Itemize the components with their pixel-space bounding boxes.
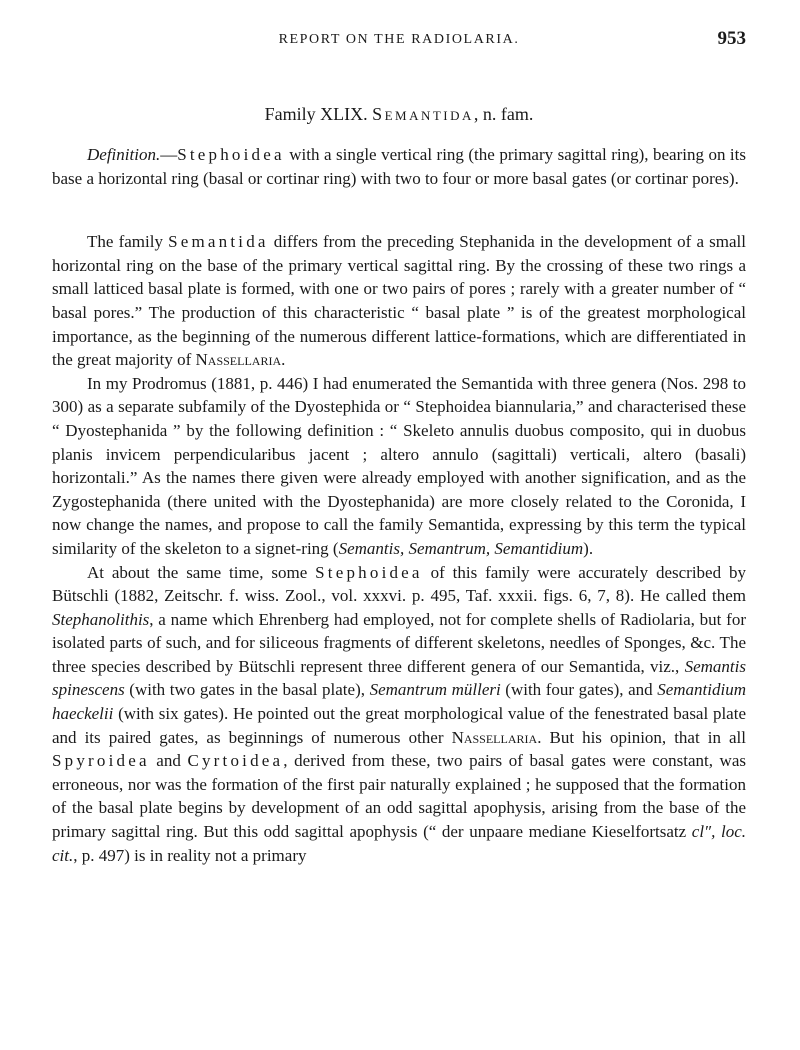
definition-text: with a single vertical ring (the primary sagittal ring), bearing on its base a horizontal ring (basal or cortinar ring) with two to four or more basal gates (or cortinar pores). <box>52 145 746 188</box>
definition-label: Definition. <box>87 145 161 164</box>
text-run: differs from the preceding Stephanida in the development of a small horizontal ring on the base of the primary vertical sagittal ring. By the crossing of these two rings a small latticed basal plate is formed, with one or two pairs of pores ; rarely with a greater number of “ basal pores.” The production of this characteristic “ basal plate ” is of the greatest morphological importance, as the beginning of the numerous different lattice-formations, which are differentiated in the great majority of <box>52 232 746 370</box>
italic-term: Stephanolithis <box>52 609 150 629</box>
text-run: , a name which Ehrenberg had employed, not for complete shells of Radiolaria, but for isolated parts of such, and for siliceous fragments of different skeletons, needles of Sponges, &c. The three species described by Bütschli represent three different genera of our Semantida, viz., <box>52 609 746 676</box>
running-head <box>52 28 746 54</box>
text-run: of this family were accurately described by Bütschli (1882, Zeitschr. f. wiss. Zool., vol. xxxvi. p. 495, Taf. xxxii. figs. 6, 7, 8). He called them <box>52 562 746 606</box>
spaced-term: Cyrtoidea <box>187 751 284 771</box>
text-run: At about the same time, some <box>87 562 316 582</box>
spaced-term: Spyroidea <box>52 751 150 771</box>
spaced-term: Semantida <box>168 232 269 252</box>
italic-term: Semantis, Semantrum, Semantidium <box>338 538 584 558</box>
text-run: (with four gates), and <box>500 680 658 700</box>
definition-dash: — <box>160 145 178 164</box>
body-paragraph-3 <box>52 561 746 868</box>
spaced-term: Stephoidea <box>315 562 423 582</box>
family-name: Semantida <box>372 104 474 124</box>
body-paragraph-1 <box>52 230 746 372</box>
text-run: The family <box>87 232 169 252</box>
running-title: REPORT ON THE RADIOLARIA. <box>278 32 520 47</box>
italic-term: Semantis spinescens <box>52 656 746 700</box>
family-heading <box>52 104 746 125</box>
text-run: In my Prodromus (1881, p. 446) I had enumerated the Semantida with three genera (Nos. 298 to 300) as a separate subfamily of the Dyostephida or “ Stephoidea biannularia,” and characterised these “ Dyostephanida ” by the following definition : “ Skeleto annulis duobus composito, qui in duobus planis invicem perpendicularibus jacent ; altero annulo (sagittali) verticali, altero (basali) horizontali.” As the names there given were already employed with another signification, and as the Zygostephanida (there united with the Dyostephanida) are more closely related to the Coronida, I now change the names, and propose to call the family Semantida, expressing by this term the typical similarity of the skeleton to a signet-ring ( <box>52 373 746 558</box>
family-number: Family XLIX. <box>264 104 368 124</box>
definition-term: Stephoidea <box>177 145 285 164</box>
body-paragraph-2 <box>52 372 746 561</box>
text-run: (with two gates in the basal plate), <box>124 680 370 700</box>
text-run: and <box>149 751 188 771</box>
family-suffix: , n. fam. <box>473 104 534 124</box>
page-number: 953 <box>717 28 746 49</box>
text-run: . <box>281 350 286 370</box>
smallcaps-term: Nassellaria <box>195 350 282 370</box>
italic-term: Semantidium haeckelii <box>52 680 747 724</box>
definition-paragraph <box>52 143 746 190</box>
text-run: (with six gates). He pointed out the great morphological value of the fenestrated basal plate and its paired gates, as beginnings of numerous other <box>52 704 746 747</box>
text-run: , derived from these, two pairs of basal gates were constant, was erroneous, nor was the formation of the first pair naturally explained ; he supposed that the formation of the basal plate begins by development of an odd sagittal apophysis, arising from the base of the primary sagittal ring. But this odd sagittal apophysis (“ der unpaare mediane Kieselfortsatz <box>52 751 746 842</box>
italic-term: cl″, loc. cit. <box>52 822 746 865</box>
text-run: , p. 497) is in reality not a primary <box>73 845 307 865</box>
smallcaps-term: Nassellaria <box>451 727 538 747</box>
text-run: . But his opinion, that in all <box>537 727 746 747</box>
page <box>52 28 746 867</box>
italic-term: Semantrum mülleri <box>369 680 501 700</box>
text-run: ). <box>583 538 594 558</box>
